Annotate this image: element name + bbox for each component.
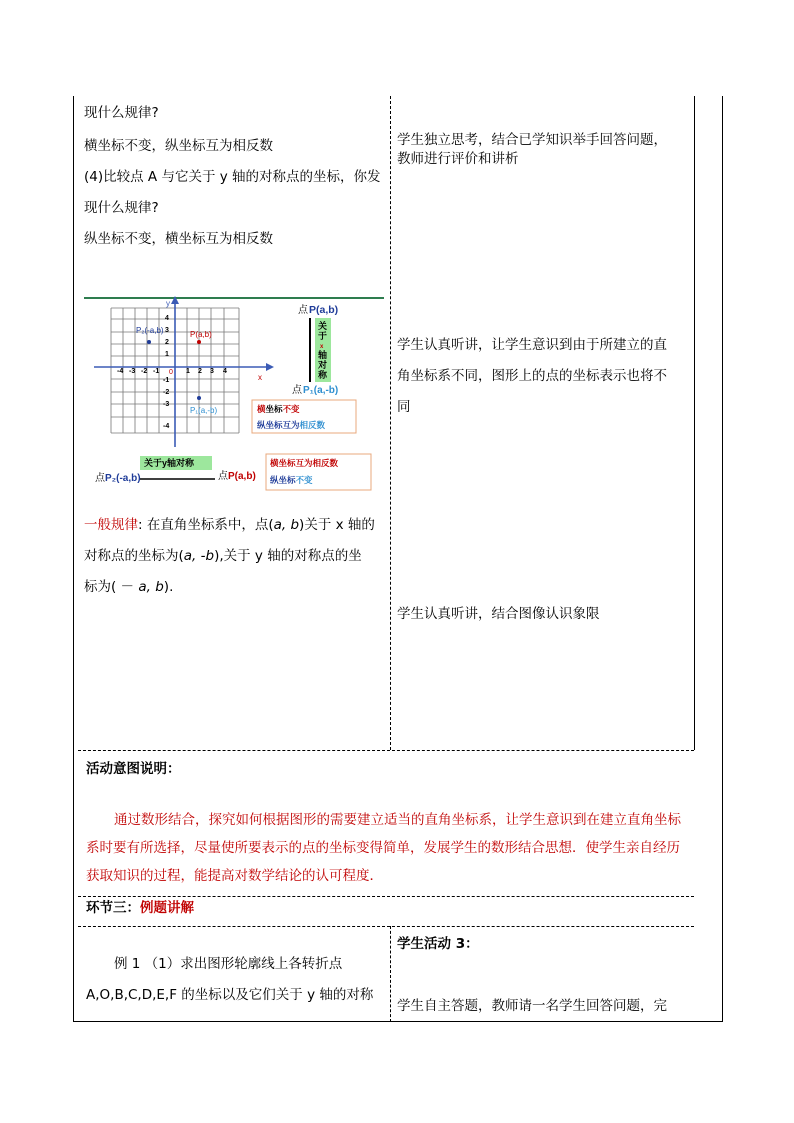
column-divider-top (390, 96, 391, 750)
y-box-line2: 纵坐标不变 (270, 475, 313, 485)
x-tick-label: -3 (129, 368, 136, 375)
activity3-title: 学生活动 3： (397, 936, 479, 952)
x-sym-top-point: P(a,b) (309, 304, 339, 316)
table-right-border (722, 96, 723, 1022)
left-line-5: 纵坐标不变，横坐标互为相反数 (84, 231, 273, 247)
x-axis-label: x (258, 373, 262, 382)
y-tick-label: 1 (165, 351, 169, 358)
x-tick-label: 4 (223, 368, 227, 375)
right-para2-line1: 学生认真听讲，让学生意识到由于所建立的直 (397, 337, 667, 353)
left-line-1: 现什么规律? (84, 105, 159, 121)
y-tick-label: 3 (165, 327, 169, 334)
intent-heading: 活动意图说明： (86, 761, 181, 777)
y-tick-label: 2 (165, 339, 169, 346)
x-box-line2: 纵坐标互为相反数 (257, 420, 326, 430)
rule-line-2: 对称点的坐标为(a, -b),关于 y 轴的对称点的坐 (84, 548, 362, 564)
table-left-border (73, 96, 74, 1022)
rule-label: 一般规律 (84, 517, 138, 533)
point-p2 (147, 340, 151, 344)
table-bottom-border (73, 1021, 723, 1022)
svg-text:x: x (320, 344, 324, 350)
x-tick-label: -1 (153, 368, 160, 375)
right-para2-line3: 同 (397, 399, 411, 415)
row-divider-3 (78, 926, 694, 927)
point-p1 (197, 396, 201, 400)
y-sym-right-point: P(a,b) (228, 471, 256, 482)
point-p (197, 340, 201, 344)
row-divider-2 (78, 896, 694, 897)
section3-title: 例题讲解 (140, 900, 194, 916)
right-para1-line1: 学生独立思考，结合已学知识举手回答问题， (397, 132, 667, 148)
section3-heading (86, 899, 194, 917)
left-line-3: (4)比较点 A 与它关于 y 轴的对称点的坐标，你发 (84, 169, 381, 185)
section3-label: 环节三： (86, 900, 140, 916)
point-p1-label: P₁(a,-b) (190, 406, 218, 415)
left-line-2: 横坐标不变，纵坐标互为相反数 (84, 138, 273, 154)
svg-text:对: 对 (318, 360, 328, 370)
origin-label: 0 (169, 369, 173, 376)
y-tick-label: -3 (163, 401, 170, 408)
intent-body: 通过数形结合，探究如何根据图形的需要建立适当的直角坐标系，让学生意识到在建立直角坐标系时要有所选择，尽量使所要表示的点的坐标变得简单，发展学生的数形结合思想．使学生亲自经历获取知识的过程，能提高对数学结论的认可程度． (86, 812, 681, 884)
y-box-line1: 横坐标互为相反数 (270, 458, 339, 468)
right-para1-line2: 教师进行评价和讲析 (397, 151, 519, 167)
x-sym-bottom-point: P₁(a,-b) (303, 385, 339, 396)
right-para2-line2: 角坐标系不同，图形上的点的坐标表示也将不 (397, 368, 667, 384)
x-box-line1: 横坐标不变 (257, 404, 300, 414)
x-tick-label: 3 (210, 368, 214, 375)
row-divider-1 (78, 750, 694, 751)
activity3-line1: 学生自主答题，教师请一名学生回答问题，完 (397, 998, 667, 1014)
x-sym-banner-text (317, 320, 328, 380)
svg-text:轴: 轴 (318, 350, 328, 360)
column-divider-bottom (390, 926, 391, 1022)
x-axis-arrow (266, 363, 274, 371)
y-sym-banner-text: 关于y轴对称 (144, 458, 195, 468)
x-sym-bottom-prefix: 点 (292, 385, 302, 396)
y-tick-label: -1 (163, 377, 170, 384)
symmetry-figure (84, 292, 388, 494)
point-p2-label: P₂(-a,b) (136, 326, 164, 335)
svg-text:称: 称 (318, 370, 328, 380)
svg-text:关: 关 (318, 321, 328, 331)
svg-text:于: 于 (318, 331, 328, 341)
y-tick-label: -2 (163, 389, 170, 396)
rule-line-3: 标为( － a, b). (84, 579, 174, 595)
y-sym-right-prefix: 点 (218, 471, 228, 482)
example-line-1: 例 1 （1）求出图形轮廓线上各转折点 (114, 956, 343, 972)
y-axis-label: y (166, 299, 170, 308)
y-tick-label: 4 (165, 315, 169, 322)
point-p-label: P(a,b) (190, 330, 212, 339)
example-line-2: A,O,B,C,D,E,F 的坐标以及它们关于 y 轴的对称 (86, 987, 374, 1003)
x-tick-label: 1 (186, 368, 190, 375)
y-tick-label: -4 (163, 423, 170, 430)
y-sym-left-prefix: 点 (95, 473, 105, 484)
right-para3: 学生认真听讲，结合图像认识象限 (397, 606, 600, 622)
x-tick-label: -2 (141, 368, 148, 375)
left-line-4: 现什么规律? (84, 200, 159, 216)
x-sym-top-prefix: 点 (298, 305, 308, 316)
x-tick-label: 2 (198, 368, 202, 375)
y-sym-left-point: P₂(-a,b) (105, 473, 141, 484)
rule-line-1: 一般规律: 在直角坐标系中，点(a, b)关于 x 轴的 (84, 517, 375, 533)
inner-right-line (694, 96, 695, 750)
x-tick-label: -4 (117, 368, 124, 375)
